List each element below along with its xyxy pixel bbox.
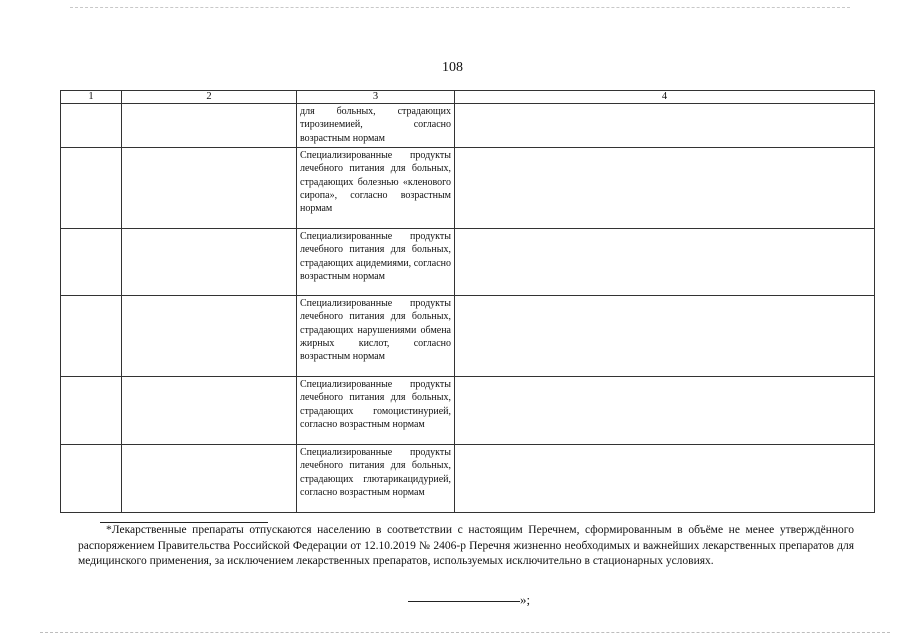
table-cell-col3: Специализированные продукты лечебного питания для больных, страдающих гомоцистинурией, согласно возрастным нормам	[297, 377, 455, 445]
closing-quote: »;	[520, 592, 531, 607]
closing-line	[408, 592, 530, 608]
table-cell-col2	[122, 104, 297, 148]
table-cell-col1	[61, 296, 122, 377]
page-number: 108	[442, 60, 463, 75]
scan-edge-bottom	[40, 632, 890, 633]
table-cell-col2	[122, 377, 297, 445]
table-cell-col4	[455, 296, 875, 377]
table-cell-col3: Специализированные продукты лечебного питания для больных, страдающих ацидемиями, согласно возрастным нормам	[297, 229, 455, 296]
table-row	[61, 229, 875, 296]
signature-blank-line	[408, 601, 520, 602]
table-row	[61, 445, 875, 513]
footnote-text: *Лекарственные препараты отпускаются населению в соответствии с настоящим Перечнем, сформированным в объёме не менее утверждённого распоряжением Правительства Российской Федерации от 12.10.2019 № 2406-р Перечня жизненно необходимых и важнейших лекарственных препаратов для медицинского применения, за исключением лекарственных препаратов, используемых исключительно в стационарных условиях.	[78, 524, 854, 567]
table-cell-col3: Специализированные продукты лечебного питания для больных, страдающих нарушениями обмена жирных кислот, согласно возрастным нормам	[297, 296, 455, 377]
table-header-row	[61, 91, 875, 104]
table-cell-col3: для больных, страдающих тирозинемией, согласно возрастным нормам	[297, 104, 455, 148]
table-cell-col4	[455, 229, 875, 296]
table-cell-col3: Специализированные продукты лечебного питания для больных, страдающих болезнью «кленового сиропа», согласно возрастным нормам	[297, 148, 455, 229]
table-cell-col1	[61, 104, 122, 148]
scan-edge-top	[70, 7, 850, 8]
column-header-1: 1	[61, 91, 122, 104]
table-cell-col1	[61, 377, 122, 445]
table-cell-col2	[122, 148, 297, 229]
column-header-4: 4	[455, 91, 875, 104]
table-cell-col2	[122, 445, 297, 513]
table-row	[61, 104, 875, 148]
table-cell-col4	[455, 377, 875, 445]
table-cell-col1	[61, 148, 122, 229]
table-cell-col4	[455, 445, 875, 513]
table-cell-col3: Специализированные продукты лечебного питания для больных, страдающих глютарикацидурией, согласно возрастным нормам	[297, 445, 455, 513]
column-header-2: 2	[122, 91, 297, 104]
table-cell-col4	[455, 148, 875, 229]
table-cell-col2	[122, 229, 297, 296]
table-cell-col1	[61, 229, 122, 296]
table-row	[61, 148, 875, 229]
table-row	[61, 377, 875, 445]
table-cell-col1	[61, 445, 122, 513]
column-header-3: 3	[297, 91, 455, 104]
drug-list-table	[60, 90, 875, 513]
table-cell-col4	[455, 104, 875, 148]
table-cell-col2	[122, 296, 297, 377]
table-row	[61, 296, 875, 377]
